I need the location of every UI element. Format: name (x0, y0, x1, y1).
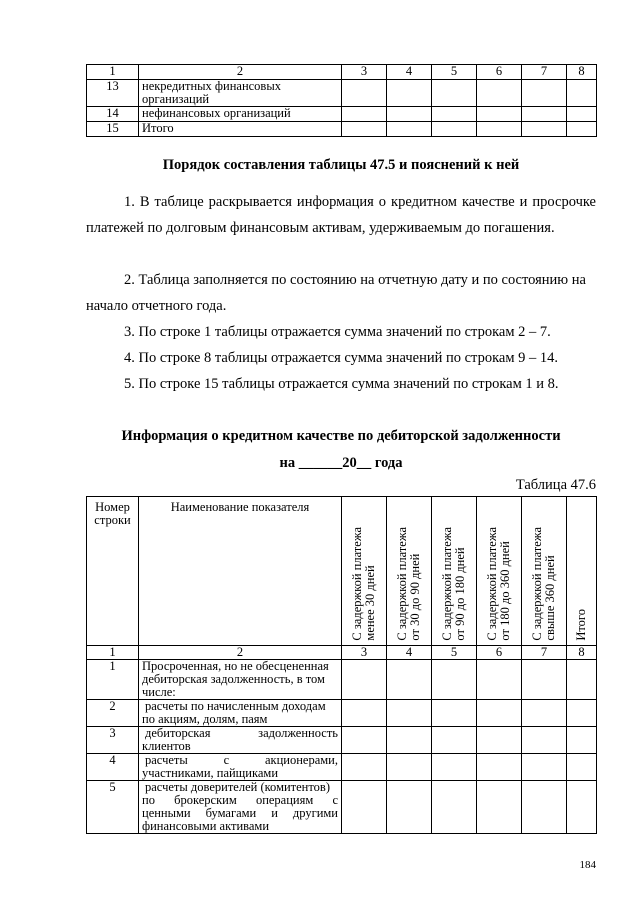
column-number-row (87, 646, 597, 660)
value-cell (522, 80, 567, 107)
row-name-line: участниками, пайщиками (142, 766, 279, 780)
table-row (87, 660, 597, 700)
row-name (139, 727, 342, 754)
value-cell (477, 80, 522, 107)
header-indicator-name: Наименование показателя (139, 497, 342, 646)
value-cell (477, 727, 522, 754)
value-cell (342, 80, 387, 107)
row-name-line: дебиторская задолженность (145, 726, 338, 740)
value-cell (342, 727, 387, 754)
row-name-line: финансовыми активами (142, 819, 270, 833)
header-text: от 90 до 180 дней (453, 547, 467, 641)
value-cell (567, 80, 597, 107)
value-cell (522, 660, 567, 700)
value-cell (567, 107, 597, 122)
value-cell (477, 700, 522, 727)
section-heading: Порядок составления таблицы 47.5 и пояснений к ней (162, 157, 520, 173)
row-number: 3 (87, 727, 139, 754)
row-number: 13 (87, 80, 139, 107)
value-cell (567, 727, 597, 754)
table-row (87, 700, 597, 727)
row-number: 14 (87, 107, 139, 122)
header-text: Номер (95, 500, 130, 514)
table-title: Информация о кредитном качестве по дебиторской задолженности (121, 428, 561, 444)
value-cell (387, 80, 432, 107)
header-delay-under-30 (342, 497, 387, 646)
column-number: 3 (342, 646, 387, 660)
value-cell (522, 122, 567, 137)
row-name-line: ценными бумагами и другими (142, 806, 338, 820)
value-cell (387, 754, 432, 781)
header-total (567, 497, 597, 646)
row-name: нефинансовых организаций (139, 107, 342, 122)
header-delay-180-360 (477, 497, 522, 646)
row-number: 2 (87, 700, 139, 727)
row-name-line: дебиторская задолженность, в том (142, 672, 325, 686)
row-name (139, 80, 342, 107)
row-name (139, 781, 342, 834)
value-cell (477, 754, 522, 781)
header-text: С задержкой платежа (440, 527, 454, 641)
row-name-line: расчеты с акционерами, (145, 753, 338, 767)
header-cell: 4 (387, 65, 432, 80)
value-cell (567, 781, 597, 834)
value-cell (387, 727, 432, 754)
header-cell: 7 (522, 65, 567, 80)
column-number: 6 (477, 646, 522, 660)
header-cell: 1 (87, 65, 139, 80)
column-number: 1 (87, 646, 139, 660)
continuation-table (86, 64, 597, 137)
row-name (139, 700, 342, 727)
value-cell (432, 80, 477, 107)
paragraph-5: 5. По строке 15 таблицы отражается сумма значений по строкам 1 и 8. (124, 376, 559, 392)
value-cell (522, 700, 567, 727)
row-name (139, 660, 342, 700)
row-number: 5 (87, 781, 139, 834)
row-number: 15 (87, 122, 139, 137)
header-delay-90-180 (432, 497, 477, 646)
value-cell (477, 107, 522, 122)
column-number: 2 (139, 646, 342, 660)
value-cell (342, 660, 387, 700)
header-row-number (87, 497, 139, 646)
table-row (87, 80, 597, 107)
credit-quality-table (86, 496, 597, 834)
value-cell (567, 754, 597, 781)
paragraph-2: 2. Таблица заполняется по состоянию на отчетную дату и по состоянию на начало отчетного года. (86, 272, 586, 314)
row-name-line: Просроченная, но не обесцененная (142, 659, 329, 673)
header-text: от 180 до 360 дней (498, 541, 512, 641)
row-name-line: расчеты по начисленным доходам (145, 699, 326, 713)
value-cell (432, 122, 477, 137)
value-cell (342, 781, 387, 834)
value-cell (387, 122, 432, 137)
value-cell (522, 781, 567, 834)
value-cell (342, 754, 387, 781)
value-cell (342, 122, 387, 137)
row-name-line: по брокерским операциям с (142, 793, 338, 807)
header-delay-over-360 (522, 497, 567, 646)
row-name-line: расчеты доверителей (комитентов) (145, 780, 330, 794)
row-name-line: клиентов (142, 739, 191, 753)
header-text: строки (94, 513, 131, 527)
value-cell (567, 122, 597, 137)
header-cell: 5 (432, 65, 477, 80)
column-number: 7 (522, 646, 567, 660)
value-cell (387, 700, 432, 727)
value-cell (477, 660, 522, 700)
header-cell: 2 (139, 65, 342, 80)
row-name-line: некредитных финансовых (142, 79, 281, 93)
paragraph-4: 4. По строке 8 таблицы отражается сумма значений по строкам 9 – 14. (124, 350, 559, 366)
value-cell (432, 781, 477, 834)
value-cell (387, 781, 432, 834)
header-text: С задержкой платежа (395, 527, 409, 641)
row-number: 4 (87, 754, 139, 781)
table-header-row (87, 65, 597, 80)
value-cell (342, 107, 387, 122)
row-name: Итого (139, 122, 342, 137)
value-cell (567, 660, 597, 700)
header-text: свыше 360 дней (543, 555, 557, 641)
table-row (87, 727, 597, 754)
date-line: на ______20__ года (279, 455, 403, 471)
header-text: С задержкой платежа (350, 527, 364, 641)
paragraph-1: 1. В таблице раскрывается информация о кредитном качестве и просрочке платежей по долговым финансовым активам, удерживаемым до погашения. (86, 194, 596, 236)
header-text: С задержкой платежа (530, 527, 544, 641)
table-row (87, 781, 597, 834)
value-cell (432, 107, 477, 122)
value-cell (477, 122, 522, 137)
value-cell (387, 660, 432, 700)
value-cell (522, 107, 567, 122)
value-cell (522, 754, 567, 781)
row-number: 1 (87, 660, 139, 700)
row-name-line: организаций (142, 92, 210, 106)
table-row (87, 122, 597, 137)
value-cell (477, 781, 522, 834)
header-cell: 3 (342, 65, 387, 80)
value-cell (432, 754, 477, 781)
table-row (87, 754, 597, 781)
header-delay-30-90 (387, 497, 432, 646)
value-cell (432, 727, 477, 754)
value-cell (387, 107, 432, 122)
column-number: 5 (432, 646, 477, 660)
header-text: Итого (574, 609, 588, 641)
table-header-row (87, 497, 597, 646)
column-number: 8 (567, 646, 597, 660)
value-cell (342, 700, 387, 727)
row-name-line: числе: (142, 685, 176, 699)
page-number: 184 (579, 859, 596, 871)
value-cell (567, 700, 597, 727)
value-cell (432, 660, 477, 700)
column-number: 4 (387, 646, 432, 660)
row-name-line: по акциям, долям, паям (142, 712, 268, 726)
header-text: менее 30 дней (363, 565, 377, 641)
header-cell: 8 (567, 65, 597, 80)
table-row (87, 107, 597, 122)
value-cell (522, 727, 567, 754)
row-name (139, 754, 342, 781)
paragraph-3: 3. По строке 1 таблицы отражается сумма значений по строкам 2 – 7. (124, 324, 551, 340)
header-text: от 30 до 90 дней (408, 554, 422, 641)
table-caption: Таблица 47.6 (515, 477, 596, 493)
header-cell: 6 (477, 65, 522, 80)
value-cell (432, 700, 477, 727)
header-text: С задержкой платежа (485, 527, 499, 641)
